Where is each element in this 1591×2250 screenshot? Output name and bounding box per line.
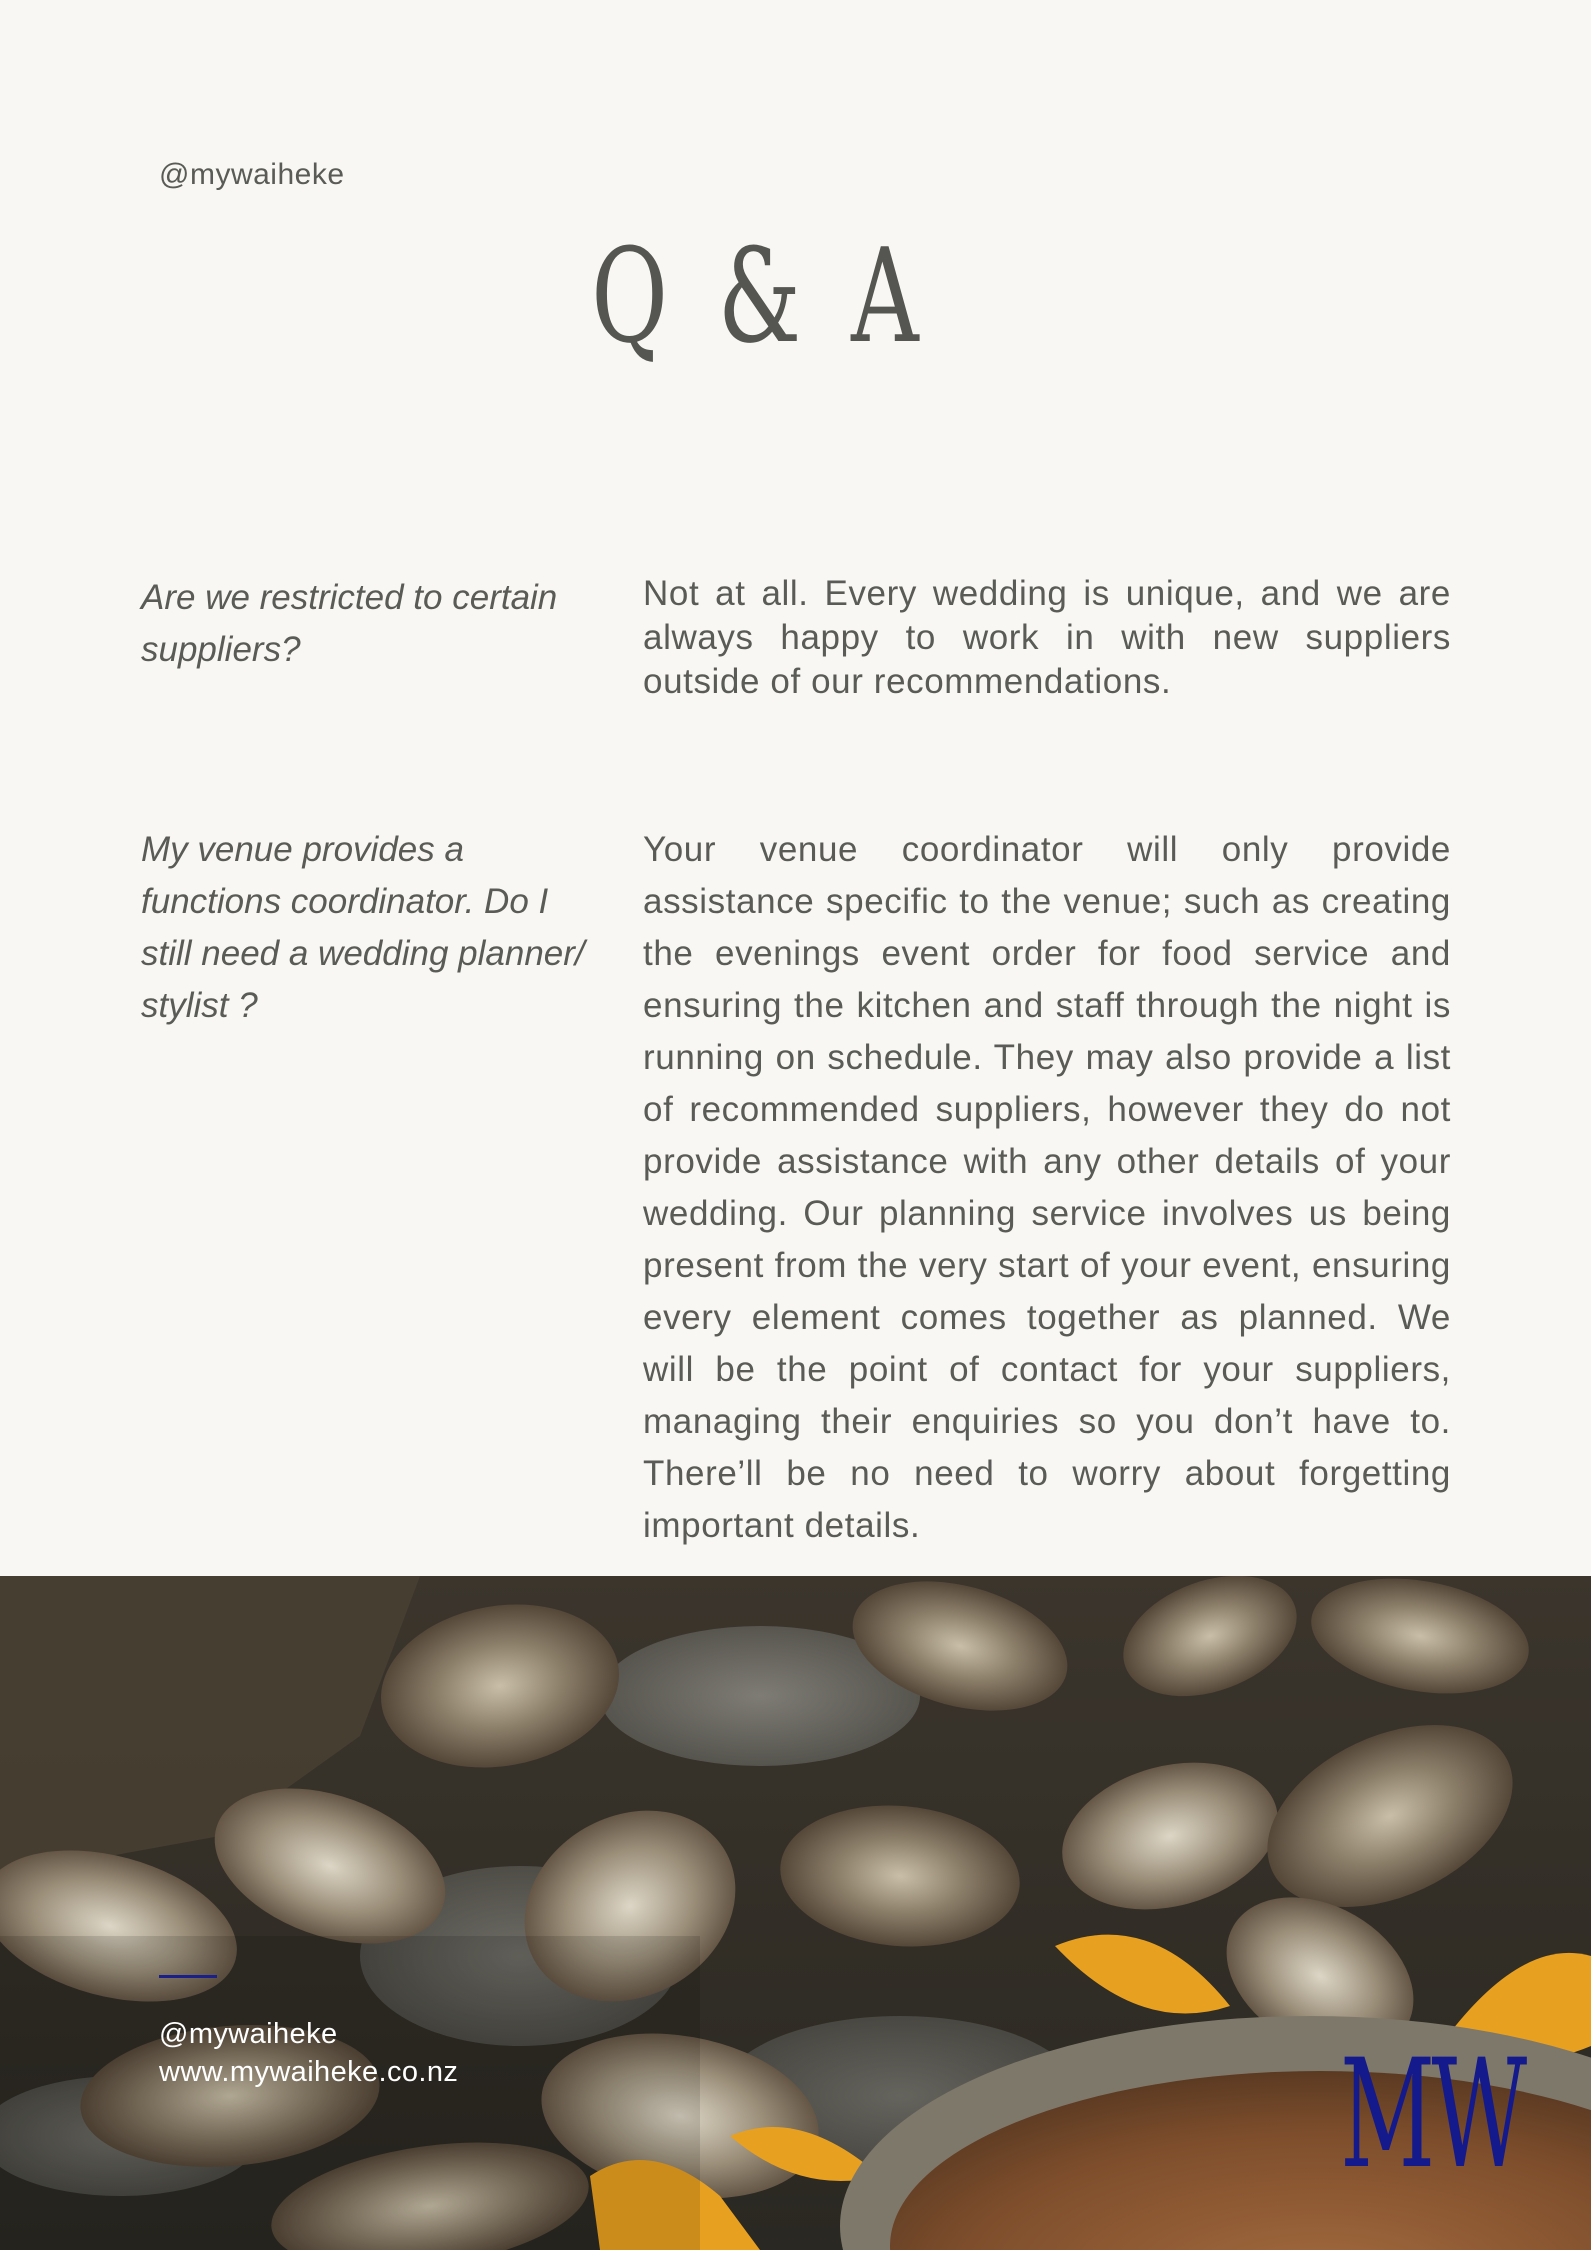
footer-handle: @mywaiheke bbox=[159, 2018, 338, 2050]
footer-website-link[interactable]: www.mywaiheke.co.nz bbox=[159, 2056, 459, 2088]
answer-text: Not at all. Every wedding is unique, and we are always happy to work in with new suppliers outside of our recommendations. bbox=[643, 574, 1451, 701]
question-text: Are we restricted to certain suppliers? bbox=[141, 578, 558, 669]
question-text: My venue provides a functions coordinator. Do I still need a wedding planner/ stylist ? bbox=[141, 830, 585, 1025]
mw-monogram-logo: MW bbox=[1340, 2028, 1524, 2202]
page-title: Q & A bbox=[591, 220, 929, 372]
header-handle: @mywaiheke bbox=[159, 158, 345, 191]
footer-divider bbox=[159, 1975, 217, 1978]
answer-text: Your venue coordinator will only provide assistance specific to the venue; such as creating the evenings event order for food service and ensuring the kitchen and staff through the night is running on schedule. They may also provide a list of recommended suppliers, however they do not provide assistance with any other details of your wedding. Our planning service involves us being present from the very start of your event, ensuring every element comes together as planned. We will be the point of contact for your suppliers, managing their enquiries so you don’t have to. There’ll be no need to worry about forgetting important details. bbox=[643, 830, 1451, 1545]
